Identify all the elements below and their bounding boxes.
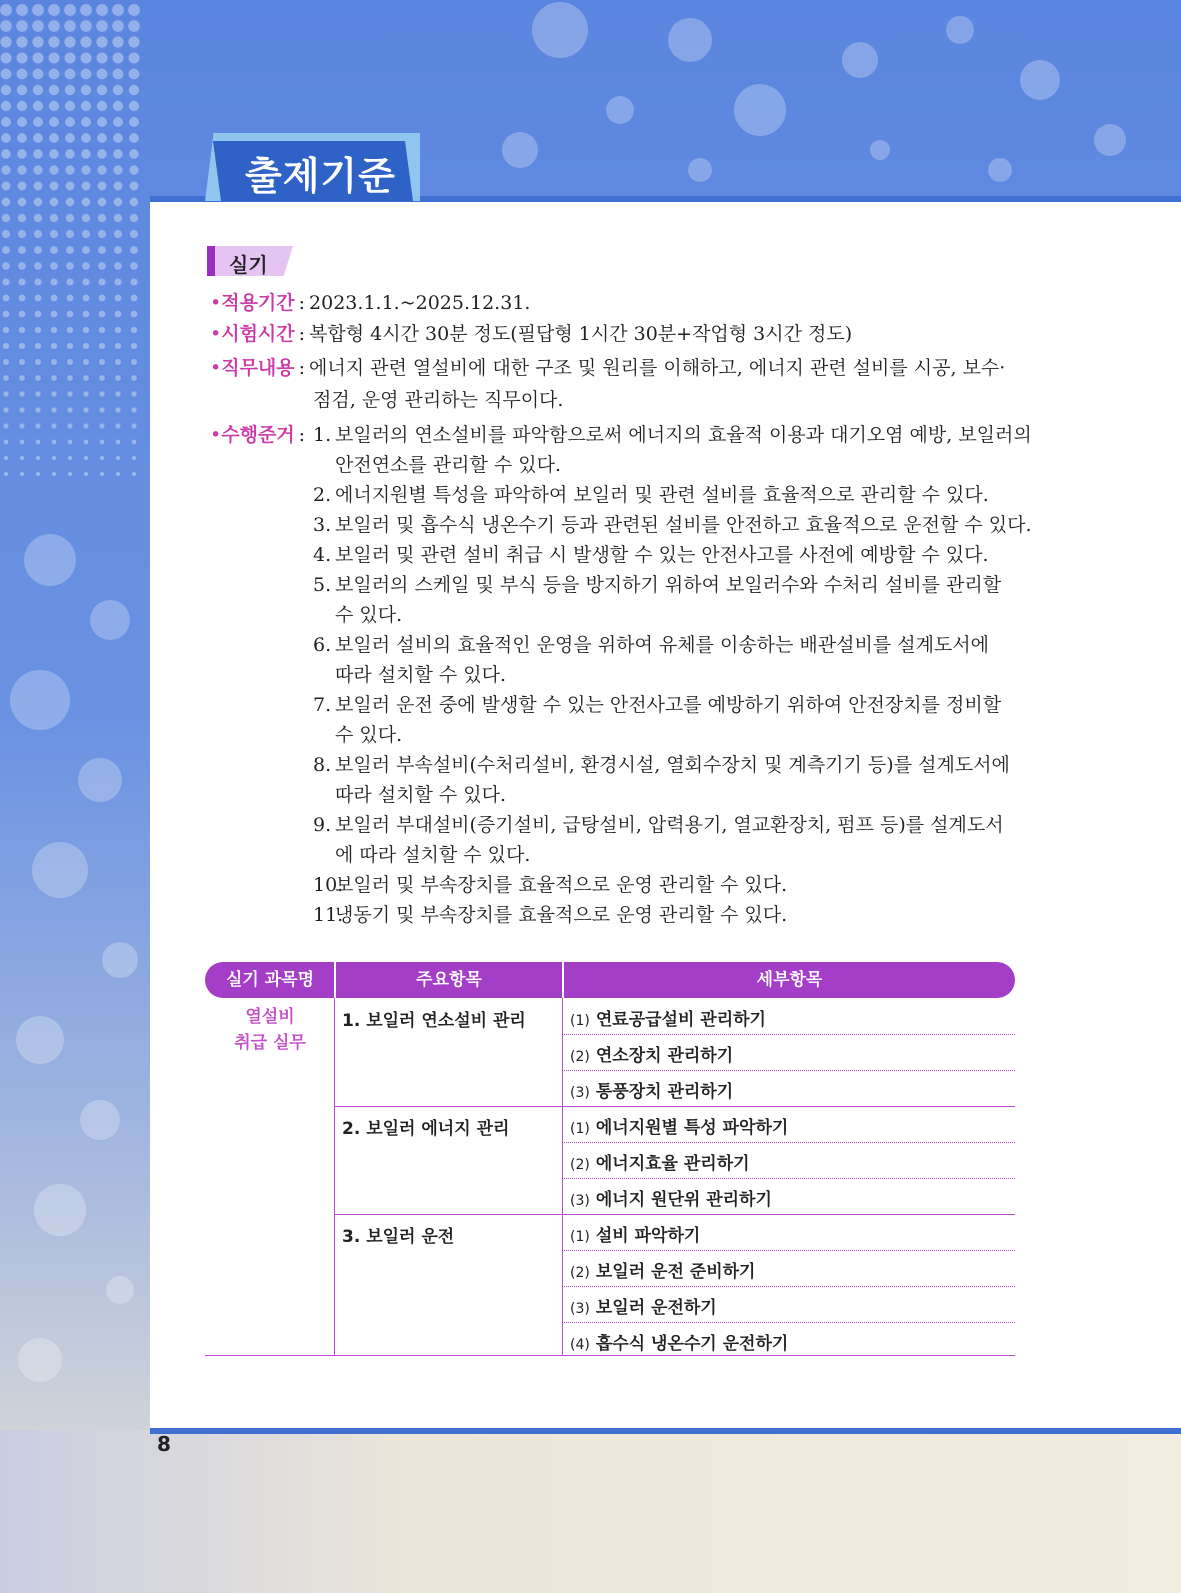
criteria-item-line: 에 따라 설치할 수 있다. — [335, 844, 531, 866]
criteria-item-line: 1. 보일러의 연소설비를 파악함으로써 에너지의 효율적 이용과 대기오염 예방, 보일러의 — [313, 424, 1032, 446]
criteria-item-line: 5. 보일러의 스케일 및 부식 등을 방지하기 위하여 보일러수와 수처리 설비를 관리할 — [313, 574, 1002, 596]
detail-item: (2) 에너지효율 관리하기 — [570, 1154, 750, 1174]
criteria-item-line: 6. 보일러 설비의 효율적인 운영을 위하여 유체를 이송하는 배관설비를 설계도서에 — [313, 634, 990, 656]
subject-name: 열설비 취급 실무 — [234, 1007, 306, 1053]
criteria-item-line: 안전연소를 관리할 수 있다. — [335, 454, 562, 476]
detail-item: (3) 통풍장치 관리하기 — [570, 1082, 734, 1102]
main-item: 1. 보일러 연소설비 관리 — [342, 1011, 526, 1031]
criteria-item-line: 따라 설치할 수 있다. — [335, 784, 506, 806]
page-title: 출제기준 — [245, 154, 396, 198]
criteria-item-line: 수 있다. — [335, 724, 403, 746]
info-period: •적용기간 : 2023.1.1.~2025.12.31. — [210, 292, 531, 314]
header-detail: 세부항목 — [756, 970, 823, 990]
criteria-item-line: 11.냉동기 및 부속장치를 효율적으로 운영 관리할 수 있다. — [313, 904, 788, 926]
detail-item: (1) 에너지원별 특성 파악하기 — [570, 1118, 789, 1138]
criteria-item-line: 2. 에너지원별 특성을 파악하여 보일러 및 관련 설비를 효율적으로 관리할 수 있다. — [313, 484, 989, 506]
duty-line1: 에너지 관련 열설비에 대한 구조 및 원리를 이해하고, 에너지 관련 설비를 시공, 보수· — [309, 357, 1006, 379]
detail-item: (2) 연소장치 관리하기 — [570, 1046, 734, 1066]
criteria-item-line: 9. 보일러 부대설비(증기설비, 급탕설비, 압력용기, 열교환장치, 펌프 등)를 설계도서 — [313, 814, 1004, 836]
title-tab — [205, 133, 420, 201]
duty-line2: 점검, 운영 관리하는 직무이다. — [313, 389, 564, 411]
page-number: 8 — [157, 1432, 171, 1456]
detail-item: (3) 보일러 운전하기 — [570, 1298, 717, 1318]
detail-item: (2) 보일러 운전 준비하기 — [570, 1262, 756, 1282]
criteria-item-line: 수 있다. — [335, 604, 403, 626]
detail-item: (1) 설비 파악하기 — [570, 1226, 701, 1246]
exam-time-value: 복합형 4시간 30분 정도(필답형 1시간 30분+작업형 3시간 정도) — [309, 323, 853, 345]
info-exam-time: •시험시간 : 복합형 4시간 30분 정도(필답형 1시간 30분+작업형 3시간 정도) — [210, 323, 853, 345]
criteria-item-line: 7. 보일러 운전 중에 발생할 수 있는 안전사고를 예방하기 위하여 안전장치를 정비할 — [313, 694, 1002, 716]
detail-item: (3) 에너지 원단위 관리하기 — [570, 1190, 772, 1210]
section-label: 실기 — [229, 253, 268, 277]
info-duty: •직무내용 : 에너지 관련 열설비에 대한 구조 및 원리를 이해하고, 에너지 관련 설비를 시공, 보수· — [210, 357, 1006, 379]
header-main: 주요항목 — [416, 970, 482, 990]
info-criteria-label: •수행준거 : — [210, 424, 306, 446]
main-item: 2. 보일러 에너지 관리 — [342, 1119, 510, 1139]
criteria-item-line: 3. 보일러 및 흡수식 냉온수기 등과 관련된 설비를 안전하고 효율적으로 운전할 수 있다. — [313, 514, 1032, 536]
criteria-list — [313, 420, 1033, 930]
detail-item: (1) 연료공급설비 관리하기 — [570, 1010, 766, 1030]
criteria-item-line: 10.보일러 및 부속장치를 효율적으로 운영 관리할 수 있다. — [313, 874, 788, 896]
header-subject: 실기 과목명 — [225, 970, 315, 990]
criteria-item-line: 8. 보일러 부속설비(수처리설비, 환경시설, 열회수장치 및 계측기기 등)를 설계도서에 — [313, 754, 1010, 776]
main-item: 3. 보일러 운전 — [342, 1227, 455, 1247]
section-tag — [207, 246, 293, 276]
bottom-band — [0, 1430, 1181, 1593]
bottom-rule — [150, 1428, 1181, 1434]
criteria-item-line: 4. 보일러 및 관련 설비 취급 시 발생할 수 있는 안전사고를 사전에 예방할 수 있다. — [313, 544, 989, 566]
table-header — [205, 962, 1015, 998]
period-value: 2023.1.1.~2025.12.31. — [309, 292, 531, 314]
detail-item: (4) 흡수식 냉온수기 운전하기 — [570, 1334, 789, 1354]
criteria-item-line: 따라 설치할 수 있다. — [335, 664, 506, 686]
